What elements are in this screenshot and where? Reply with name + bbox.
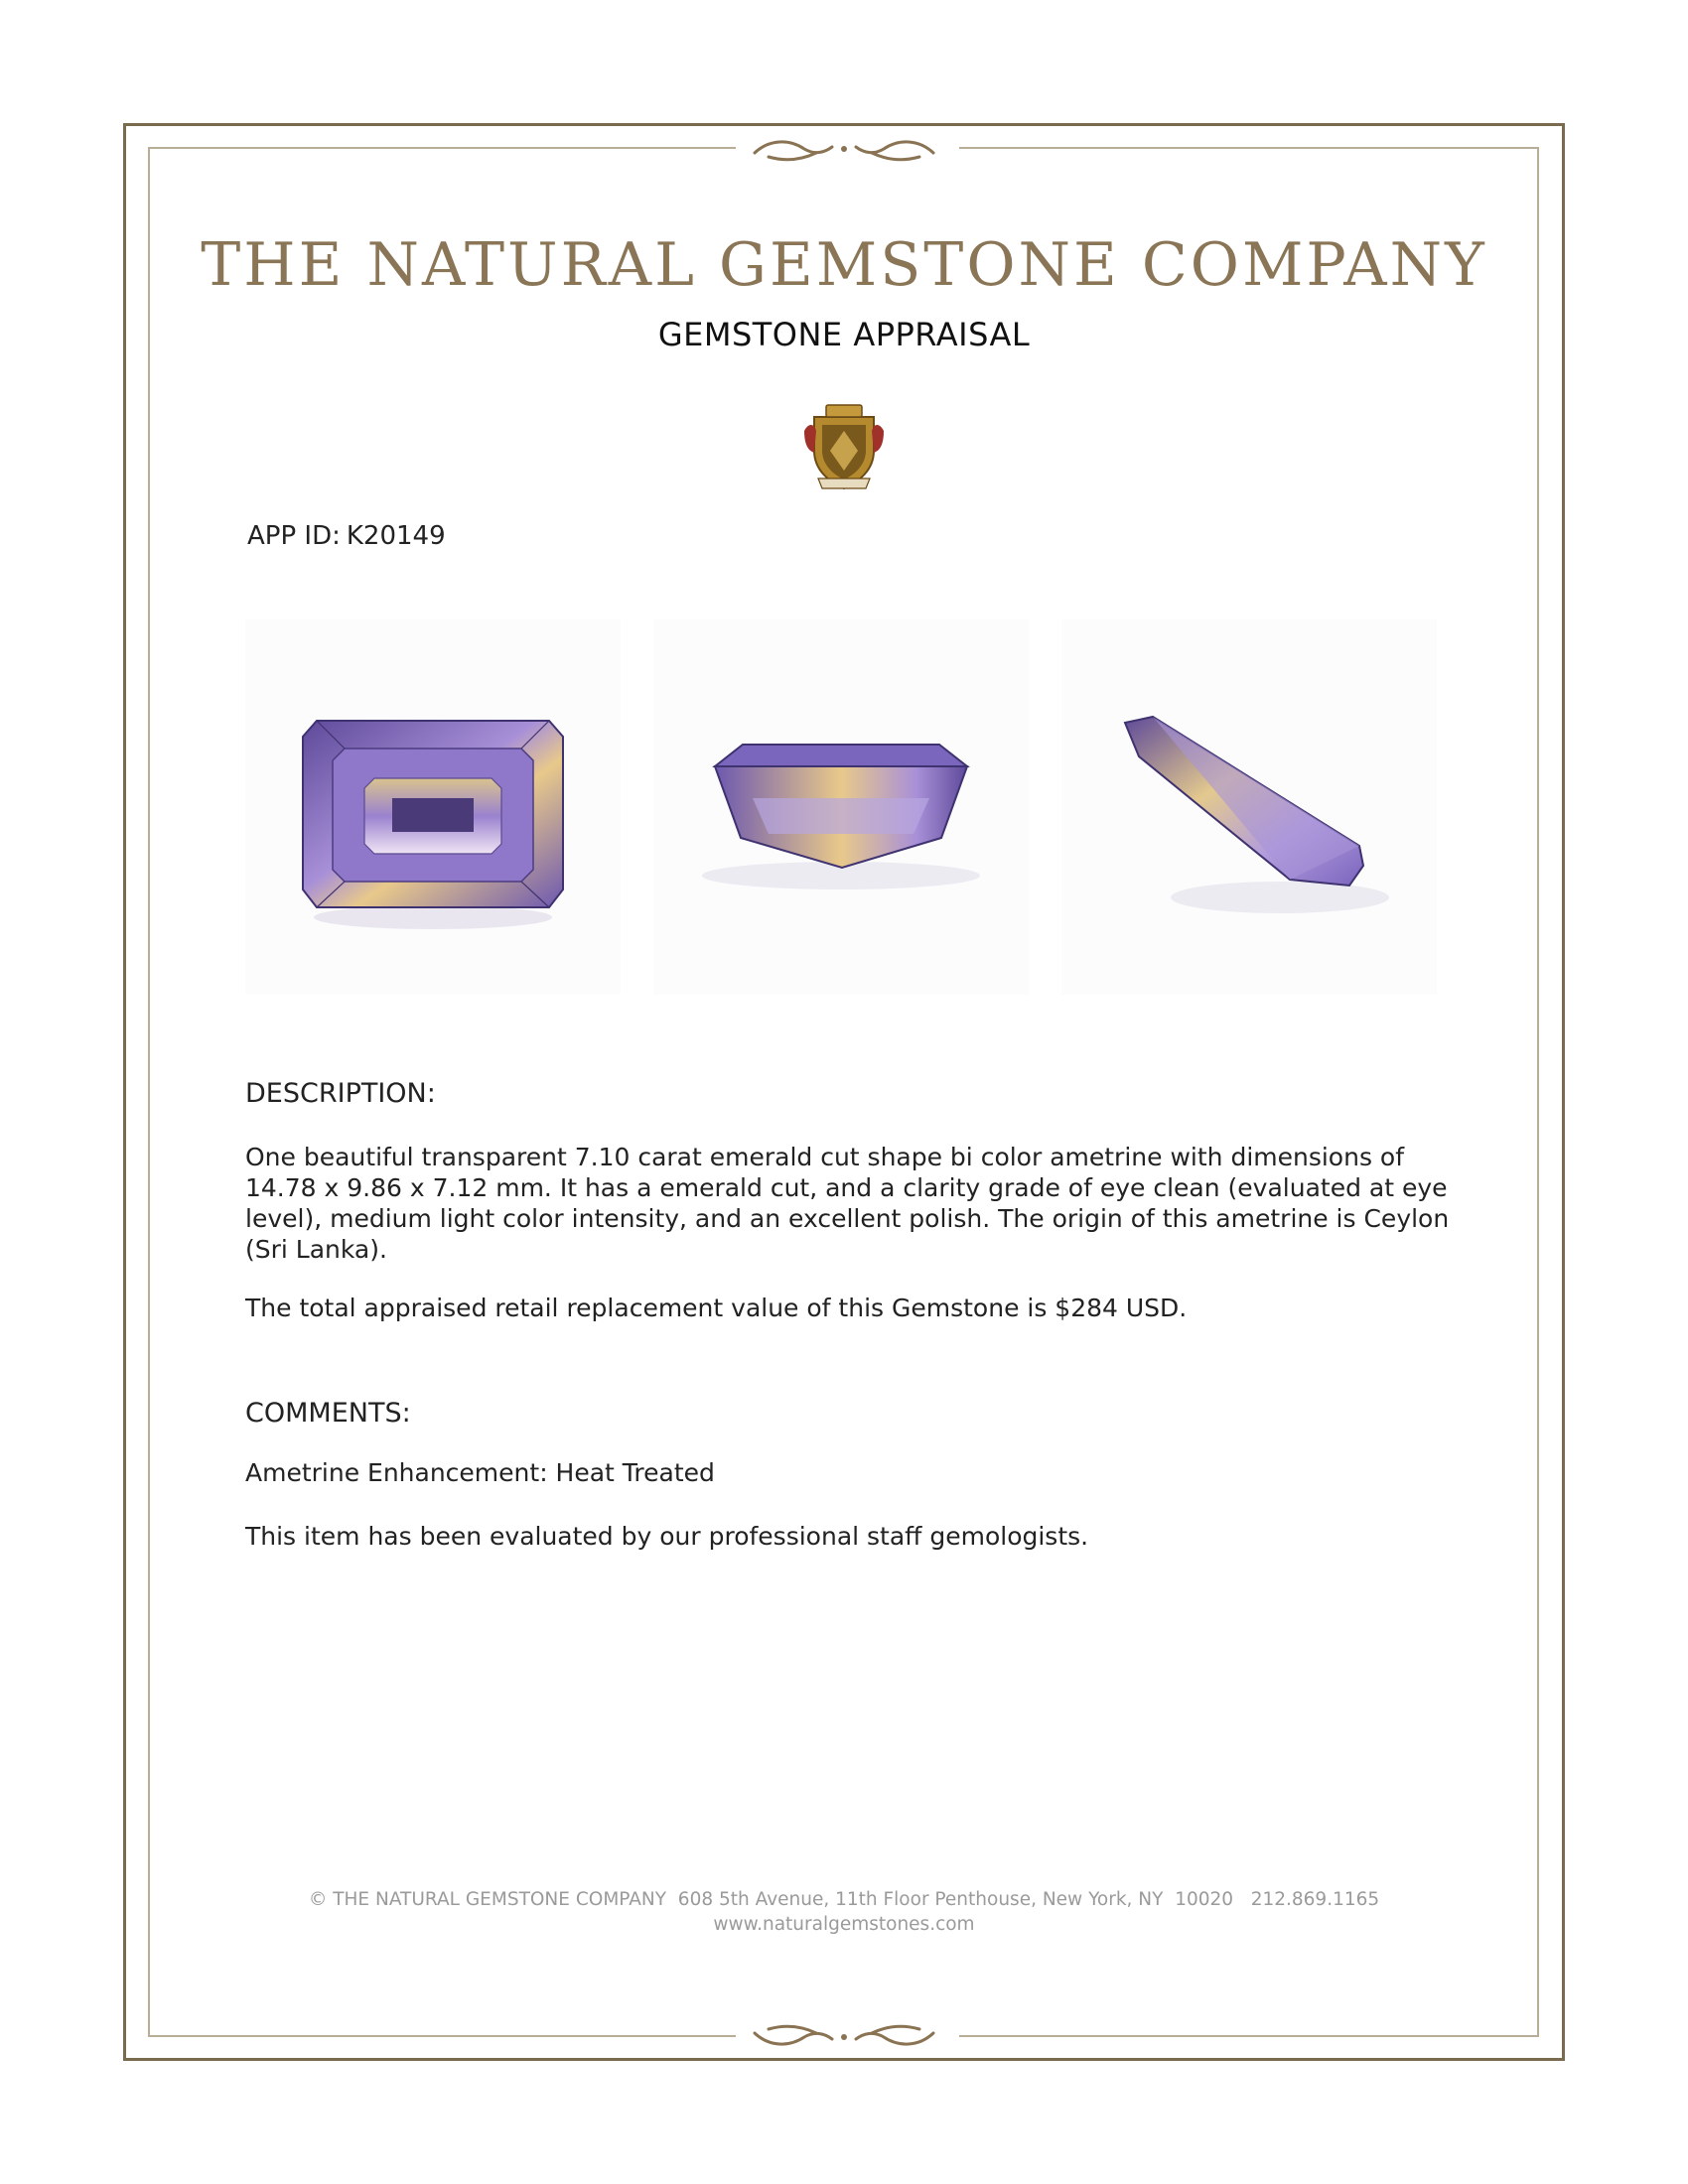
evaluation-text: This item has been evaluated by our professional staff gemologists. [245, 1522, 1089, 1551]
enhancement-text: Ametrine Enhancement: Heat Treated [245, 1458, 715, 1487]
inner-border-top-left [148, 147, 736, 149]
inner-border-bottom-right [959, 2035, 1539, 2037]
description-heading: DESCRIPTION: [245, 1078, 436, 1109]
company-name: THE NATURAL GEMSTONE COMPANY [201, 230, 1487, 300]
bottom-ornament-icon [745, 2019, 943, 2055]
app-id-label: APP ID: [247, 521, 341, 551]
footer-address: © THE NATURAL GEMSTONE COMPANY 608 5th Avenue, 11th Floor Penthouse, New York, NY 10020 212.869.1165 [308, 1889, 1380, 1910]
inner-border-right [1537, 147, 1539, 2037]
app-id-value: K20149 [346, 521, 446, 551]
description-text: One beautiful transparent 7.10 carat emerald cut shape bi color ametrine with dimensions of 14.78 x 9.86 x 7.12 mm. It has a emerald cut, and a clarity grade of eye clean (evaluated at eye level), medium light color intensity, and an excellent polish. The origin of this ametrine is Ceylon (Sri Lanka). [245, 1143, 1450, 1264]
inner-border-bottom-left [148, 2035, 736, 2037]
app-id [247, 521, 452, 551]
footer-website[interactable]: www.naturalgemstones.com [713, 1914, 975, 1935]
appraised-value-text: The total appraised retail replacement value of this Gemstone is $284 USD. [245, 1294, 1188, 1322]
document-title: GEMSTONE APPRAISAL [657, 316, 1031, 353]
comments-heading: COMMENTS: [245, 1398, 411, 1429]
gem-top-view-image [245, 619, 621, 995]
crest-icon [800, 401, 888, 492]
gem-side-view-image [653, 619, 1029, 995]
top-ornament-icon [745, 131, 943, 167]
inner-border-top-right [959, 147, 1539, 149]
inner-border-left [148, 147, 150, 2037]
gem-angled-view-image [1061, 619, 1437, 995]
